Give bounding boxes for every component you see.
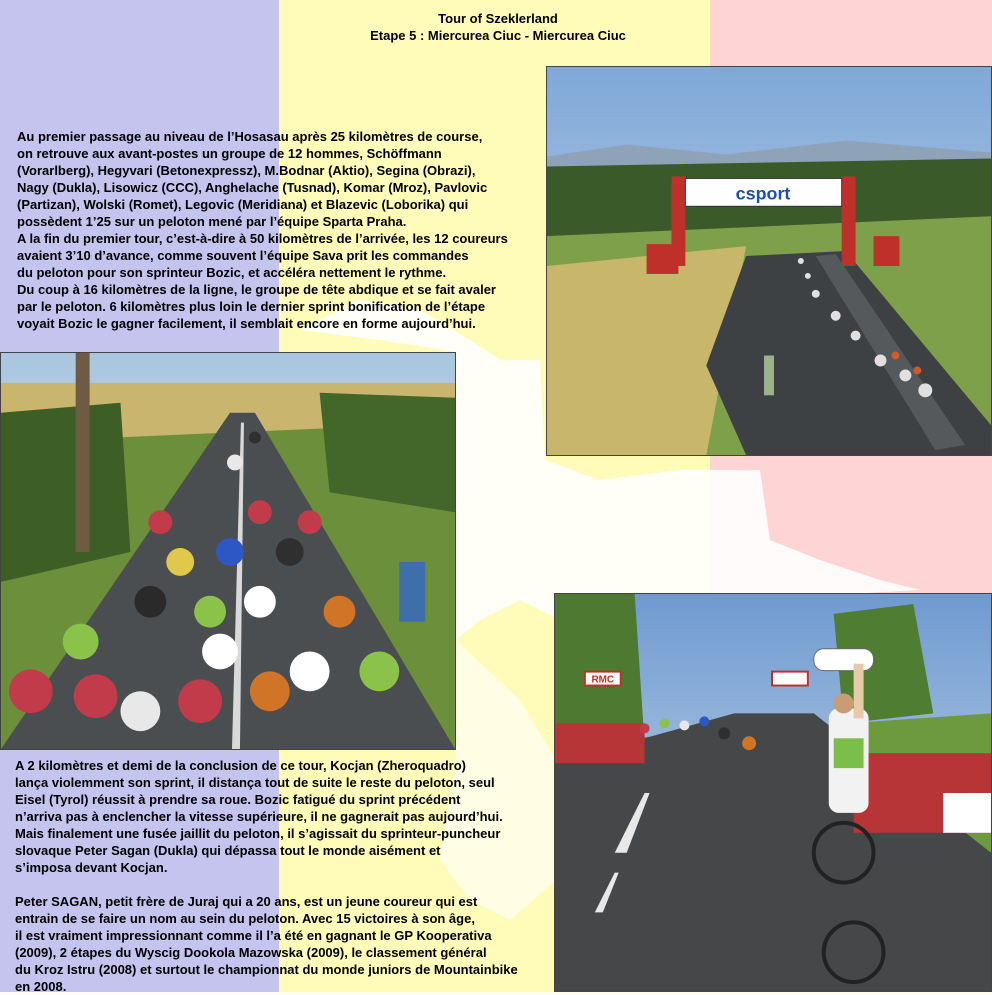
- arch-brand-text: csport: [735, 183, 791, 204]
- article-line: n’arriva pas à enclencher la vitesse supérieure, il ne gagnerait pas aujourd’hui.: [15, 809, 503, 824]
- article-line: Nagy (Dukla), Lisowicz (CCC), Anghelache (Tusnad), Komar (Mroz), Pavlovic: [17, 180, 488, 195]
- page-title: Tour of Szeklerland: [438, 11, 558, 26]
- article-line: du Kroz Istru (2008) et surtout le championnat du monde juniors de Mountainbike: [15, 962, 518, 977]
- article-line: avaient 3’10 d’avance, comme souvent l’équipe Sava prit les commandes: [17, 248, 469, 263]
- article-line: on retrouve aux avant-postes un groupe de 12 hommes, Schöffmann: [17, 146, 442, 161]
- article-line: A la fin du premier tour, c’est-à-dire à 50 kilomètres de l’arrivée, les 12 coureurs: [17, 231, 508, 246]
- article-line: s’imposa devant Kocjan.: [15, 860, 168, 875]
- article-line: Mais finalement une fusée jaillit du peloton, il s’agissait du sprinteur-puncheur: [15, 826, 501, 841]
- article-line: possèdent 1’25 sur un peloton mené par l’équipe Sparta Praha.: [17, 214, 407, 229]
- article-line: slovaque Peter Sagan (Dukla) qui dépassa tout le monde aisément et: [15, 843, 441, 858]
- article-line: en 2008.: [15, 979, 67, 994]
- article-line: (2009), 2 étapes du Wyscig Dookola Mazowska (2009), le classement général: [15, 945, 487, 960]
- article-line: il est vraiment impressionnant comme il l’a été en gagnant le GP Kooperativa: [15, 928, 492, 943]
- article-profile: [15, 893, 518, 995]
- article-line: lança violemment son sprint, il distança tout de suite le reste du peloton, seul: [15, 775, 495, 790]
- photo-peloton-rear: [0, 352, 456, 750]
- article-line: du peloton pour son sprinteur Bozic, et accéléra nettement le rythme.: [17, 265, 447, 280]
- article-line: A 2 kilomètres et demi de la conclusion de ce tour, Kocjan (Zheroquadro): [15, 758, 467, 773]
- article-line: Eisel (Tyrol) réussit à prendre sa roue. Bozic fatigué du sprint précédent: [15, 792, 461, 807]
- article-line: (Partizan), Wolski (Romet), Legovic (Meridiana) et Blazevic (Loborika) qui: [17, 197, 469, 212]
- article-line: (Vorarlberg), Hegyvari (Betonexpressz), M.Bodnar (Aktio), Segina (Obrazi),: [17, 163, 476, 178]
- article-line: Peter SAGAN, petit frère de Juraj qui a 20 ans, est un jeune coureur qui est: [15, 894, 478, 909]
- article-sprint: [15, 757, 503, 876]
- article-intro: [17, 128, 508, 332]
- photo-sprint-finish: [554, 593, 992, 992]
- page-header: [250, 10, 746, 44]
- article-line: Au premier passage au niveau de l’Hosasau après 25 kilomètres de course,: [17, 129, 483, 144]
- stage-subtitle: Etape 5 : Miercurea Ciuc - Miercurea Ciuc: [370, 28, 626, 43]
- finish-brand-text: RMC: [591, 674, 615, 686]
- article-line: par le peloton. 6 kilomètres plus loin le dernier sprint bonification de l’étape: [17, 299, 486, 314]
- photo-arch-peloton: [546, 66, 992, 456]
- article-line: voyait Bozic le gagner facilement, il semblait encore en forme aujourd’hui.: [17, 316, 476, 331]
- article-line: entrain de se faire un nom au sein du peloton. Avec 15 victoires à son âge,: [15, 911, 475, 926]
- article-line: Du coup à 16 kilomètres de la ligne, le groupe de tête abdique et se fait avaler: [17, 282, 496, 297]
